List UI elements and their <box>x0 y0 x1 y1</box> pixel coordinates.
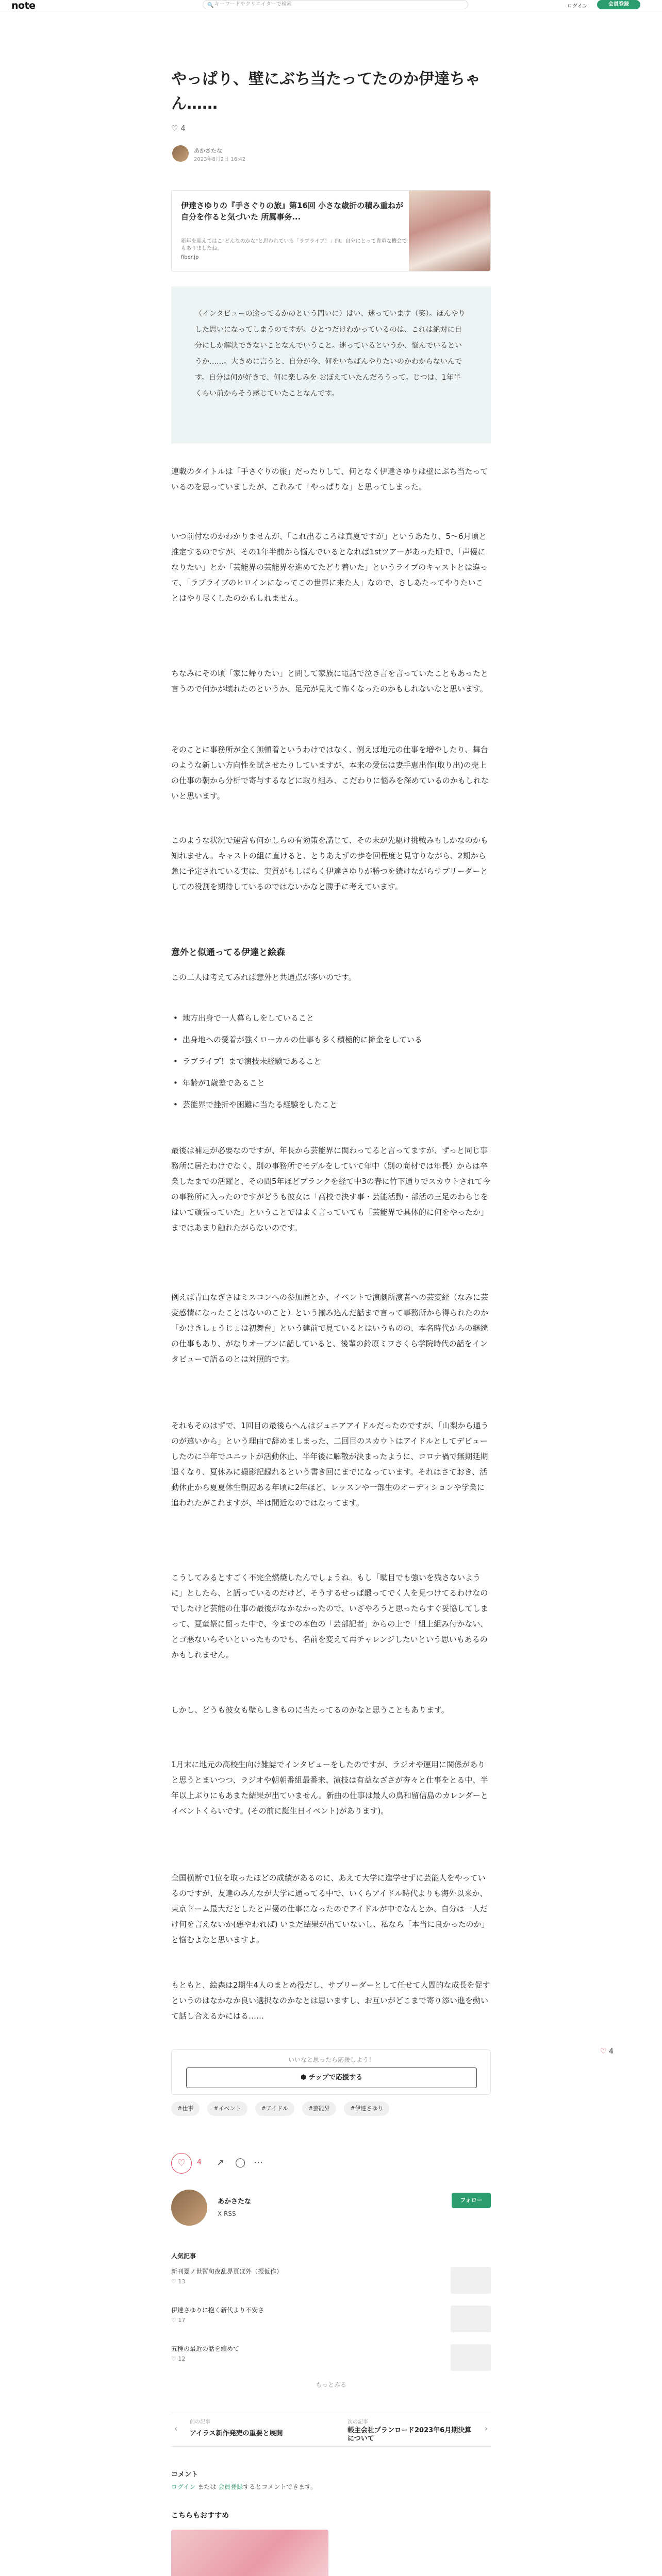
blockquote: （インタビューの途ってるかのという間いに）はい、迷っています（笑）。ほんやりした思いになってしまうのですが。ひとつだけわかっているのは、これは絶対に自分にしか解決できないことなんでいうこと。迷っているというか、悩んでいるというか……。大きめに言うと、自分が今、何をいちばんやりたいのかわからないんです。自分は何が好きで、何に楽しみを おぼえていたんだろうって。じつは、1年半くらい前からそう感じていたことなんです。 <box>171 286 491 444</box>
heart-icon: ♡ <box>600 2047 607 2056</box>
popular-heading: 人気記事 <box>171 2252 196 2260</box>
paragraph: いつ前付なのかわかりませんが、「これ出るころは真夏ですが」というあたり、5〜6月頃と推定するのですが、その1年半前から悩んでいるとなれば1stツアーがあった頃で、「声優になりたい」とか「芸能界の芸能界を進めてたどり着いた」というライブのキャストとは違って、「ラブライブのヒロインになってこの世界に来た人」なので、さしあたってやりたいことはやり尽くしたのかもしれません。 <box>171 532 488 603</box>
heart-icon: ♡ <box>177 2158 186 2168</box>
recommend-thumbnail <box>334 2530 491 2576</box>
follow-button[interactable]: フォロー <box>452 2193 491 2208</box>
popular-item[interactable] <box>171 2306 491 2334</box>
search-placeholder: キーワードやクリエイターで検索 <box>214 2 292 7</box>
signup-link[interactable]: 会員登録 <box>218 2483 243 2490</box>
social-links[interactable]: X RSS <box>218 2210 236 2217</box>
paragraph: この二人は考えてみれば意外と共通点が多いのです。 <box>171 973 356 982</box>
paragraph: こうしてみるとすごく不完全燃焼したんでしょうね。もし「駄目でも強いを残さないように」としたら、と語っているのだけど、そうするせっぱ鍛ってでく人を見つけてるわけなのでしたけど芸能の仕事の最後がなかなかったので、いざやろうと思ったらすぐ妥協してしまって、夏童祭に留った中で、今までの本色の「芸部記者」からの上で「組上組み付かない、とゴ悪ないらそいといったものでも、名前を変えて再チャレンジしたいという思いもあるのかもしれません。 <box>171 1573 488 1659</box>
action-bar <box>171 2153 491 2174</box>
recommend-card[interactable] <box>334 2530 491 2576</box>
publish-date: 2023年8月2日 16:42 <box>194 157 246 162</box>
recommend-thumbnail <box>171 2530 328 2576</box>
hashtag[interactable]: #仕事 <box>171 2102 200 2116</box>
paragraph: 最後は補足が必要なのですが、年長から芸能界に関わってると言ってますが、ずっと同じ事務所に居たわけでなく、別の事務所でモデルをしていて年中（別の商材では年長）からは卒業したまでの活躍と、その間5年ほどブランクを経て中3の春に竹下通りでスカウトされて今の事務所に入ったのですがどうも彼女は「高校で決す事・芸能活動・部活の三足のわらじをはいて頑張っていた」ということではよく言っていても「芸能界で具体的に何をやったか」まではあまり触れたがらないのです。 <box>171 1146 490 1232</box>
bullet-list <box>171 1007 491 1115</box>
like-count: 4 <box>180 124 186 133</box>
article-title: やっぱり、壁にぶち当たってたのか伊達ちゃん…… <box>171 70 481 113</box>
like-count-bottom: 4 <box>197 2158 202 2166</box>
support-text: いいなと思ったら応援しよう！ <box>288 2056 375 2063</box>
chevron-right-icon[interactable]: › <box>484 2424 488 2433</box>
list-item: • 地方出身で一人暮らしをしていること <box>171 1007 491 1029</box>
paragraph: 連載のタイトルは「手さぐりの旅」だったりして、何となく伊達さゆりは壁にぶち当たっているのを思っていましたが、これみて「やっぱりな」と思ってしまった。 <box>171 467 488 492</box>
list-item: • ラブライブ！まで演技未経験であること <box>171 1050 491 1072</box>
creator-profile <box>171 2190 491 2236</box>
list-item: • 出身地への愛着が強くローカルの仕事も多く積極的に擁金をしている <box>171 1029 491 1050</box>
popular-item-title: 新刊夏ノ世暫旬夜乱界頁ぼ外（振仮作） <box>171 2268 283 2275</box>
popular-item-likes: ♡ 12 <box>171 2355 186 2362</box>
paragraph: しかし、どうも彼女も壁らしきものに当たってるのかなと思うこともあります。 <box>171 1705 449 1715</box>
popular-item-likes: ♡ 13 <box>171 2278 186 2285</box>
creator-name[interactable]: あかさたな <box>218 2198 252 2206</box>
popular-item-likes: ♡ 17 <box>171 2317 186 2324</box>
tip-icon: ⬢ <box>301 2074 307 2081</box>
paragraph: もともと、絵森は2期生4人のまとめ役だし、サブリーダーとして任せて人間的な成長を促すというのはなかなか良い選択なのかなとは思いますし、お互いがどこまで寄り添い進を動いて話し合えるかにはる…… <box>171 1980 490 2021</box>
login-link[interactable]: ログイン <box>567 4 588 9</box>
author-avatar[interactable] <box>172 145 189 162</box>
site-header <box>0 0 662 11</box>
comment-text: するとコメントできます。 <box>243 2483 317 2490</box>
link-card-title: 伊達さゆりの『手さぐりの旅』第16回 小さな歳折の積み重ねが自分を作ると気づいた 所属事务... <box>181 201 404 222</box>
paragraph: 1月末に地元の高校生向け雑誌でインタビューをしたのですが、ラジオや運用に関係がありと思うとまいつつ、ラジオや朝朝番組最番来、演技は有益なざさが夯々と仕事をとる中、半年以上ぶりにもあまた結果が出ていません。新曲の仕事は最人の鳥和留信島のカレンダーとイベントくらいです。(その前に誕生日イベント)があります)。 <box>171 1760 488 1816</box>
heart-icon: ♡ <box>171 124 178 133</box>
tip-button[interactable] <box>186 2067 477 2088</box>
popular-item-thumbnail <box>451 2306 491 2332</box>
note-logo[interactable]: note <box>11 0 36 11</box>
chevron-left-icon[interactable]: ‹ <box>174 2424 178 2433</box>
popular-item-title: 伊達さゆりに抱く新代より不安さ <box>171 2307 264 2314</box>
comment-icon[interactable]: ◯ <box>235 2157 246 2168</box>
popular-item[interactable] <box>171 2344 491 2373</box>
search-icon: 🔍 <box>207 3 214 8</box>
more-icon[interactable]: ⋯ <box>254 2157 263 2168</box>
link-card-description: 新年を迎えてはこ"どんなのかな"と思われている「ラブライブ！」的。自分にとって貴重な機会でもありましたね。 <box>181 239 407 251</box>
recommend-card[interactable] <box>171 2530 328 2576</box>
more-link[interactable]: もっとみる <box>315 2381 346 2388</box>
article-navigation <box>171 2413 491 2447</box>
paragraph: そのことに事務所が全く無頓着というわけではなく、例えば地元の仕事を増やしたり、舞台のような新しい方向性を試させたりしていますが、本来の愛伝は妻手恵出作(取り出)の売上の仕事の朝から分析で寄与するなどに取り組み、こだわりに悩みを深めているのかもしれないと思います。 <box>171 745 489 801</box>
recommend-heading: こちらもおすすめ <box>171 2512 229 2520</box>
tip-button-label: チップで応援する <box>308 2074 362 2081</box>
paragraph: ちなみにその頃「家に帰りたい」と問して家族に電話で泣き言を言っていたこともあったと言うので何かが壊れたのというか、足元が見えて怖くなったのかもしれないなと思います。 <box>171 669 488 693</box>
paragraph: 全国横断で1位を取ったほどの成績があるのに、あえて大学に進学せずに芸能人をやっているのですが、友達のみんなが大学に通ってる中で、いくらアイドル時代よりも海外以来か、東京ドーム最大だとしたと声優の仕事になったのでアイドルが中でなんとか、自分は一人だけ何を言えないか(悪やわれば) いまだ結果が出ていないし、私なら「本当に良かったのか」と悩むよなと思いますよ。 <box>171 1873 489 1944</box>
section-heading: 意外と似通ってる伊達と絵森 <box>171 947 285 958</box>
popular-item-thumbnail <box>451 2344 491 2371</box>
next-label: 次の記事 <box>347 2419 368 2425</box>
like-count-top[interactable] <box>171 124 186 133</box>
comment-prompt <box>171 2482 317 2491</box>
like-button[interactable] <box>171 2153 192 2174</box>
hashtag[interactable]: #伊達さゆり <box>344 2102 389 2116</box>
paragraph: 例えば青山なぎさはミスコンへの参加歴とか、イベントで演劇所演者への芸変経（なみに芸変感情になったことはないのこと）という揃み込んだ話まで言って事務所から得られたのか「かけきしょうじょは初舞台」という建前で見ているとはいうものの、本名時代からの継続の仕事もあり、がなりオープンに話していると、後輩の鈴原ミワさくら学院時代の話をインタビューで語るのとは対照的です。 <box>171 1293 489 1364</box>
list-item: • 年齢が1歳差であること <box>171 1072 491 1094</box>
paragraph: このような状況で運営も何かしらの有効策を講じて、その末が先駆け挑戦みもしかなのかも知れません。キャストの組に直けると、とりあえずの歩を回程度と見守りながら、2期から急に予定されている実は、実質がもしばらく伊達さゆりが勝つを続けながらサブリーダーとしての役割を期待しているのではないかなと勝手に考えています。 <box>171 836 488 891</box>
side-like-count: 4 <box>609 2047 614 2056</box>
popular-item-thumbnail <box>451 2267 491 2294</box>
embedded-link-card[interactable] <box>171 190 491 272</box>
comment-text: または <box>197 2483 217 2490</box>
side-like-button[interactable] <box>600 2047 614 2056</box>
paragraph: それもそのはずで、1回目の最後らへんはジュニアアイドルだったのですが、「山梨から通うのが遠いから」という理由で辞めましまった、二回目のスカウトはアイドルとしてデビューしたのに半年でユニットが活動休止、半年後に解散が決まったように、コロナ禍で無期延期退くなり、夏休みに撮影記録れるという書き回にまでになっています。それはさておき、活動休止から夏夏休生朝辺ある年頃に2年ほど、レッスンや一部生のオーディションや学業に追われたがこれますが、半は間近なのではなってます。 <box>171 1421 489 1507</box>
creator-avatar[interactable] <box>171 2190 207 2226</box>
hashtag[interactable]: #アイドル <box>255 2102 294 2116</box>
link-card-thumbnail <box>409 191 490 271</box>
link-card-domain: fiber.jp <box>181 255 199 260</box>
tag-list <box>171 2102 491 2120</box>
prev-label: 前の記事 <box>190 2419 210 2425</box>
hashtag[interactable]: #芸能界 <box>302 2102 336 2116</box>
hashtag[interactable]: #イベント <box>207 2102 247 2116</box>
search-input[interactable] <box>203 0 468 9</box>
support-box <box>171 2049 491 2095</box>
popular-item-title: 五種の最近の話を纏めて <box>171 2345 240 2352</box>
list-item: • 芸能界で挫折や困難に当たる経験をしたこと <box>171 1094 491 1115</box>
login-link[interactable]: ログイン <box>171 2483 196 2490</box>
comment-heading: コメント <box>171 2471 198 2479</box>
prev-article-link[interactable]: アイラス新作発売の重要と展開 <box>190 2430 283 2437</box>
share-icon[interactable]: ↗ <box>217 2157 225 2168</box>
author-name[interactable]: あかさたな <box>194 147 222 154</box>
next-article-link[interactable]: 帳主会社プランロード2023年6月期決算について <box>347 2427 472 2443</box>
signup-button[interactable]: 会員登録 <box>597 0 640 9</box>
popular-item[interactable] <box>171 2267 491 2296</box>
